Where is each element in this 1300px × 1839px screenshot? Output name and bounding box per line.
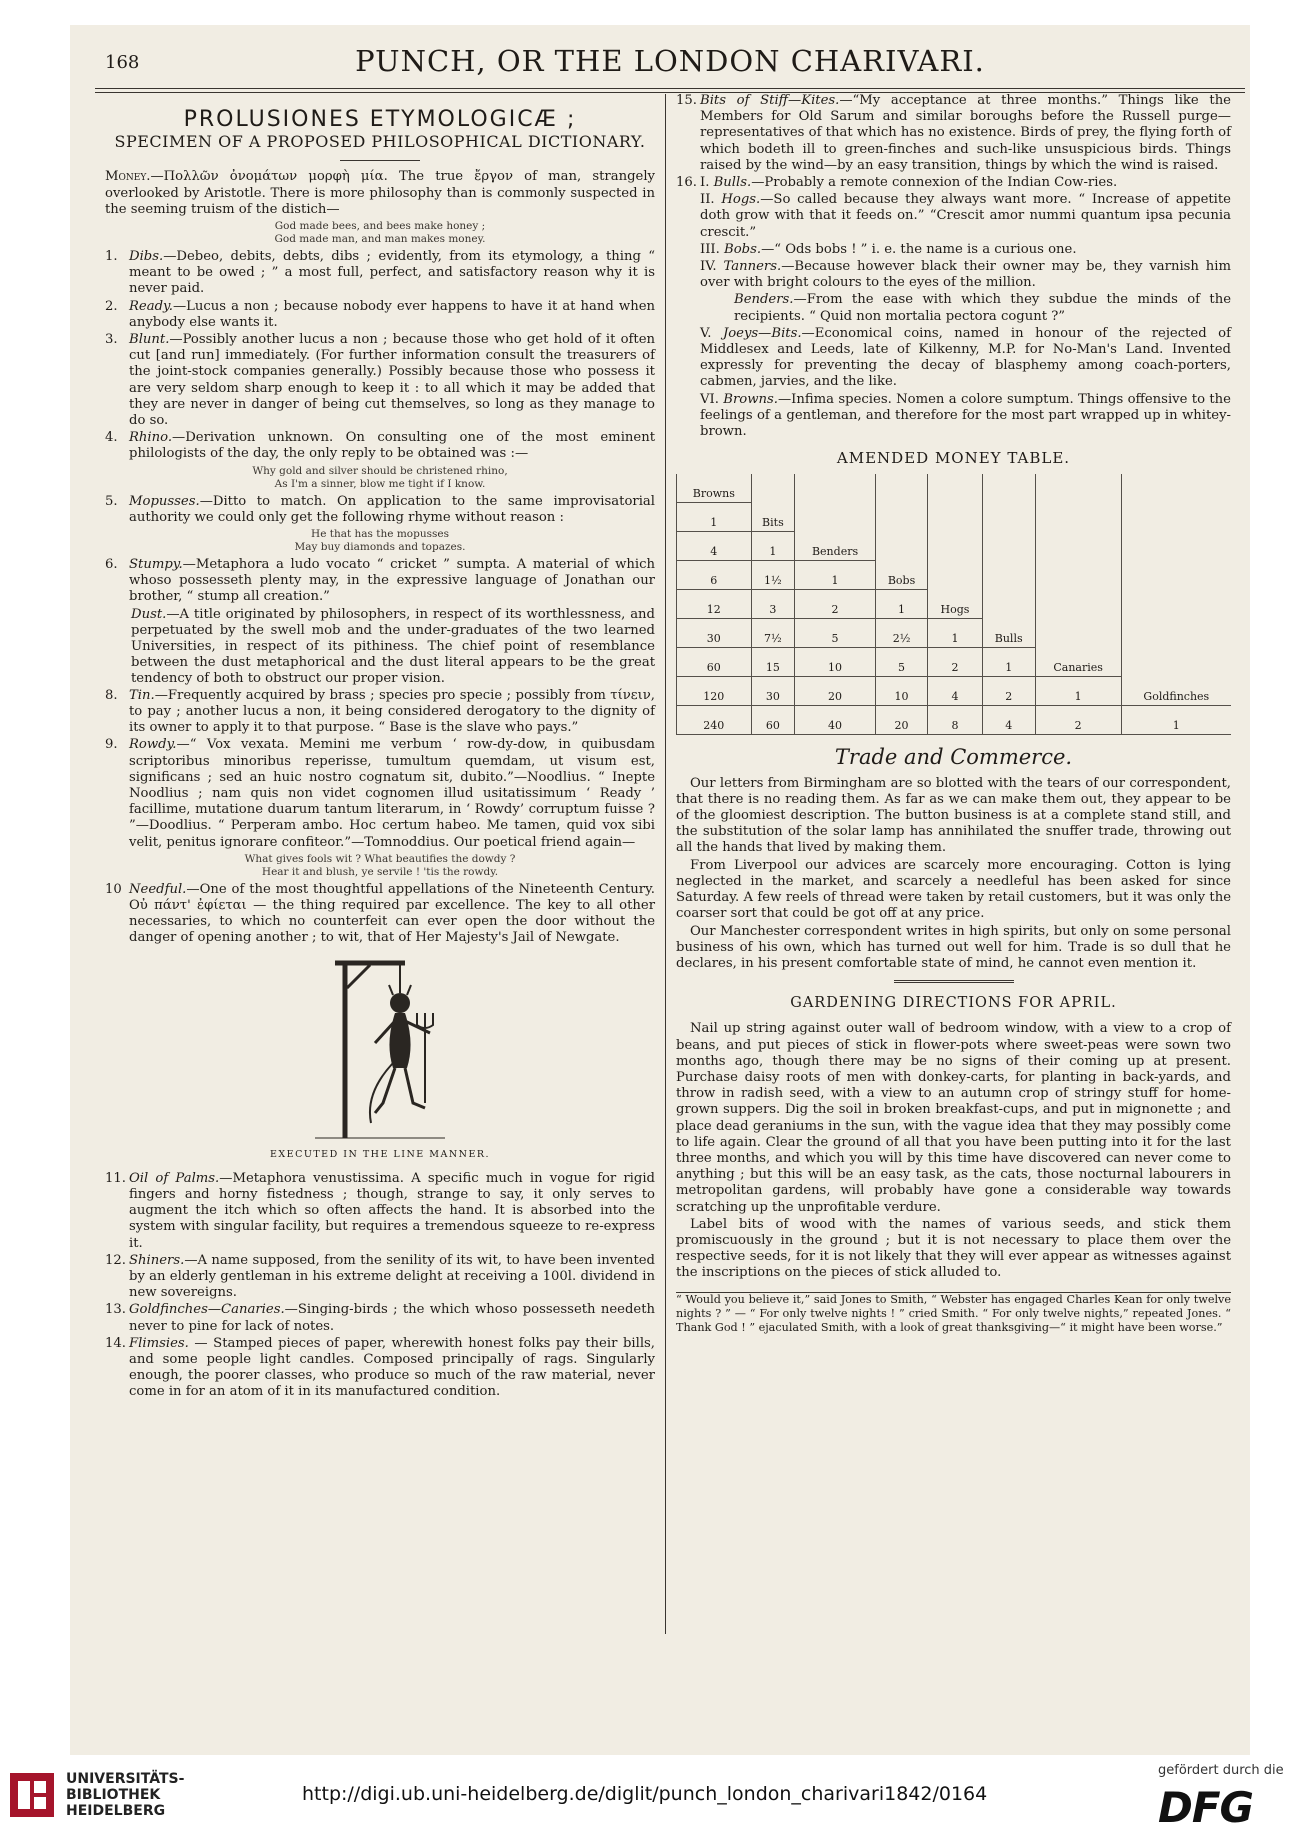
entry-text: —Possibly another lucus a non ; because those who get hold of it often cut [and run] immediately. (For further information consult the treasurers of the joint-stock companies generally.) Possibly because those who possess it are very seldom sharp enough to keep it : to all which it may be added that they are never in danger of being cut themselves, so long as they manage to do so. [129,332,655,429]
entry-shiners [105,1253,655,1302]
table-cell: 20 [795,677,876,706]
entry-number: 15. [676,93,697,108]
entry-number: 6. [105,557,118,573]
left-column [105,107,655,1402]
dfg-logo: DFG [1158,1783,1254,1832]
entry-number: 3. [105,332,118,348]
entry-term: Shiners. [129,1252,185,1268]
table-cell: 1½ [751,561,795,590]
source-url-link[interactable]: http://digi.ub.uni-heidelberg.de/diglit/punch_london_charivari1842/0164 [302,1783,988,1805]
table-cell [795,474,876,503]
table-cell [795,503,876,532]
table-cell [1121,590,1231,619]
table-cell [1035,503,1121,532]
entry-term: Dibs. [129,249,164,265]
verse-line: As I'm a sinner, blow me tight if I know. [274,477,486,490]
roman-numeral: I. [700,175,710,191]
table-cell [928,561,983,590]
trade-section-title: Trade and Commerce. [834,745,1073,770]
trade-paragraph: From Liverpool our advices are scarcely more encouraging. Cotton is lying neglected in the market, and scarcely a needleful has been asked for since Saturday. A few reels of thread were taken by retail customers, but it was only the coarser sort that could be got off at any price. [676,857,1231,922]
header-rule [95,88,1245,89]
table-cell [928,532,983,561]
entry-rowdy [105,737,655,850]
funding-label: gefördert durch die [1158,1763,1284,1778]
entry-term: Stumpy. [129,557,183,573]
entry-hogs [676,192,1231,241]
table-cell: 60 [751,706,795,735]
entry-text: —Infima species. Nomen a colore sumptum. Things offensive to the feelings of a gentleman, and therefore for the most part wrapped up in whitey-brown. [700,391,1231,440]
entry-text: —Economical coins, named in honour of the rejected of Middlesex and Leeds, late of Kilkenny, M.P. for No-Man's Land. Invented expressly for preventing the decay of blasphemy among coach-porters, cabmen, jarvies, and the like. [700,325,1231,390]
entry-term: Tanners. [723,259,782,275]
table-cell: 240 [677,706,752,735]
gardening-paragraph: Nail up string against outer wall of bedroom window, with a view to a crop of beans, and put pieces of stick in flower-pots where sweet-peas were sown two months ago, though there may be no signs of their coming up at present. Purchase daisy roots of men with donkey-carts, for planting in back-yards, and throw in radish seed, with a view to an autumn crop of stringy stuff for home-grown suppers. Dig the soil in broken breakfast-cups, and put in mignonette ; and place dead geraniums in the sun, with the vague idea that they may possibly come to life again. Clear the ground of all that you have been putting into it for the last three months, and which you will by this time have discovered can never come to anything ; but this will be an easy task, as the cats, those nocturnal labourers in metropolitan gardens, will probably have gone a considerable way towards scratching up the unprofitable verdure. [676,1021,1231,1215]
gardening-section-title: GARDENING DIRECTIONS FOR APRIL. [790,995,1117,1012]
library-logo-icon [10,1773,54,1817]
entry-term: Ready. [129,298,173,314]
entry-term: Needful. [129,881,187,897]
entry-number: 4. [105,430,118,446]
entry-number: 1. [105,249,118,265]
table-cell: 1 [1035,677,1121,706]
table-cell [1035,474,1121,503]
entry-text: —Metaphora a ludo vocato “ cricket ” sumpta. A material of which whoso possesseth plenty may, in the expressive language of Jonathan our brother, “ stump all creation.” [129,557,655,605]
table-cell [1121,648,1231,677]
entry-term: Dust. [131,606,167,622]
table-cell [1121,619,1231,648]
table-cell: 5 [875,648,927,677]
mopusses-verse [105,528,655,554]
table-cell: 4 [677,532,752,561]
entry-joeys [676,326,1231,391]
table-cell [875,532,927,561]
trade-paragraph: Our letters from Birmingham are so blotted with the tears of our correspondent, that there is no reading them. As far as we can make them out, they appear to be of the gloomiest description. The button business is at a complete stand still, and the substitution of the solar lamp has annihilated the snuffer trade, throwing out all the hands that lived by making them. [676,775,1231,856]
table-cell: 1 [1121,706,1231,735]
library-name-line: BIBLIOTHEK [66,1787,161,1803]
entry-flimsies [105,1336,655,1401]
table-cell: Browns [677,474,752,503]
table-row [677,532,1232,561]
short-rule [340,160,420,161]
entry-number: 9. [105,737,118,753]
table-cell [982,532,1035,561]
entry-needful [105,882,655,947]
table-cell: 1 [751,532,795,561]
devil-tail [370,1063,393,1123]
table-cell [982,561,1035,590]
entry-text: —Frequently acquired by brass ; species pro specie ; possibly from τίνειν, to pay ; another lucus a non, it being considered derogatory to the dignity of its owner to apply it to that purpose. “ Base is the slave who pays.” [129,687,655,736]
table-cell: 15 [751,648,795,677]
page-title: PUNCH, OR THE LONDON CHARIVARI. [355,44,985,78]
table-cell: 60 [677,648,752,677]
entry-goldfinches [105,1302,655,1334]
entry-oil-of-palms [105,1171,655,1252]
entry-tanners [676,259,1231,291]
table-cell [982,503,1035,532]
rhino-verse [105,465,655,491]
money-text: —Πολλῶν ὀνομάτων μορφὴ μία. The true ἔργον of man, strangely overlooked by Aristotle. There is more philosophy than is commonly suspected in the seeming truism of the distich— [105,169,655,217]
entry-browns [676,392,1231,441]
table-cell: Bulls [982,619,1035,648]
table-cell [1035,561,1121,590]
table-row [677,648,1232,677]
entry-text: —Because however black their owner may be, they varnish him over with bright colours to the eyes of the million. [700,259,1231,291]
page-number: 168 [105,52,140,73]
table-cell [751,474,795,503]
verse-line: God made man, and man makes money. [274,233,486,246]
entry-bobs [676,242,1231,258]
entry-blunt [105,332,655,429]
money-paragraph [105,169,655,218]
entry-number: 2. [105,298,118,314]
illustration-caption: EXECUTED IN THE LINE MANNER. [269,1148,491,1160]
verse-line: God made bees, and bees make honey ; [274,220,486,233]
table-cell: Bits [751,503,795,532]
table-cell [1121,474,1231,503]
library-name-line: HEIDELBERG [66,1803,166,1819]
entry-term: Bobs. [724,241,762,257]
money-table-title: AMENDED MONEY TABLE. [836,449,1071,468]
table-cell: 10 [875,677,927,706]
entry-text: —Ditto to match. On application to the same improvisatorial authority we could only get the following rhyme without reason : [129,493,655,525]
roman-numeral: VI. [700,391,719,407]
entry-term: Benders. [734,292,794,308]
entry-text: —Lucus a non ; because nobody ever happens to have it at hand when anybody else wants it. [129,298,655,330]
entry-term: Mopusses. [129,493,200,509]
table-cell: 10 [795,648,876,677]
money-table [676,474,1231,735]
table-cell: 2 [928,648,983,677]
entry-number: 14. [105,1335,126,1351]
table-cell: 120 [677,677,752,706]
table-cell: 1 [795,561,876,590]
entry-number: 16. [676,175,697,191]
rowdy-verse [105,853,655,879]
entry-number: 13. [105,1302,126,1318]
entry-bulls [676,175,1231,191]
table-cell: 4 [982,706,1035,735]
table-cell: 2 [1035,706,1121,735]
entry-term: Oil of Palms. [129,1170,220,1186]
table-cell [1035,590,1121,619]
table-cell: 20 [875,706,927,735]
gallows-devil-illustration [305,953,455,1143]
table-cell [875,503,927,532]
entry-stumpy [105,557,655,606]
footer-bar [0,1755,1300,1839]
entry-text: —From the ease with which they subdue the minds of the recipients. “ Quid non mortalia pectora cogunt ?” [734,292,1231,324]
table-cell [1121,561,1231,590]
entry-term: Flimsies. [129,1335,189,1351]
table-row [677,590,1232,619]
column-divider [665,94,666,1634]
table-row [677,474,1232,503]
table-row [677,677,1232,706]
entry-term: Bulls. [713,175,752,191]
table-cell: 7½ [751,619,795,648]
entry-term: Goldfinches—Canaries. [129,1302,285,1318]
table-cell [928,474,983,503]
money-term: Money. [105,169,151,185]
gardening-paragraph: Label bits of wood with the names of various seeds, and stick them promiscuously in the ground ; but it is not necessary to place them over the respective seeds, for it is not likely that they will ever appear as witnesses against the inscriptions on the pieces of stick alluded to. [676,1216,1231,1281]
verse-line: What gives fools wit ? What beautifies the dowdy ? [244,852,516,865]
verse-line: He that has the mopusses [311,528,449,541]
entry-text: —“ Vox vexata. Memini me verbum ‘ row-dy-dow, in quibusdam scriptoribus minoribus reperisse, tumultum quemdam, ut visum est, significans ; sed an huic nostro cognatum sit, dubito.”—Noodlius. “ Inepte Noodlius ; nam quis non videt cognomen illud usitatissimum ‘ Ready ’ facillime, mutatione duarum tantum literarum, in ‘ Rowdy’ corruptum fuisse ? ”—Doodlius. “ Perperam ambo. Hoc certum habeo. Me tamen, quid vox sibi velit, penitus ignorare confiteor.”—Tomnoddius. Our poetical friend again— [129,737,655,850]
entry-term: Rowdy. [129,737,177,753]
table-cell: 30 [677,619,752,648]
entry-text: —Debeo, debits, debts, dibs ; evidently, from its etymology, a thing “ meant to be owed ; ” a most full, perfect, and satisfactory reason why it is never paid. [129,249,655,297]
entry-term: Hogs. [721,192,761,208]
table-cell: Benders [795,532,876,561]
entry-text: —“My acceptance at three months.” Things like the Members for Old Sarum and similar boroughs before the Russell purge—representatives of that which has no existence. Birds of prey, the flying forth of which bodeth ill to green-finches and such-like unsuspicious birds. Things raised by the wind—by an easy transition, things by which the wind is raised. [700,93,1231,173]
table-cell: 8 [928,706,983,735]
table-cell: Bobs [875,561,927,590]
entry-text: —Derivation unknown. On consulting one of the most eminent philologists of the day, the only reply to be obtained was :— [129,430,655,462]
table-cell: 1 [928,619,983,648]
table-cell: 1 [875,590,927,619]
table-cell [1121,503,1231,532]
entry-number: 5. [105,493,118,509]
table-cell: 4 [928,677,983,706]
table-cell: Hogs [928,590,983,619]
section-title-prolusiones: PROLUSIONES ETYMOLOGICÆ ; [183,107,577,132]
entry-text: —Singing-birds ; the which whoso possesseth needeth never to pine for lack of notes. [129,1302,655,1334]
anecdote: “ Would you believe it,” said Jones to Smith, “ Webster has engaged Charles Kean for only twelve nights ? ” — “ For only twelve nights ! ” cried Smith. “ For only twelve nights,” repeated Jones. “ Thank God ! ” ejaculated Smith, with a look of great thanksgiving—“ it might have been worse.” [676,1292,1231,1334]
table-cell [928,503,983,532]
table-cell [982,590,1035,619]
entry-text: —Metaphora venustissima. A specific much in vogue for rigid fingers and horny fistedness ; though, strange to say, it only serves to augment the itch which so often affects the hand. It is absorbed into the system with singular facility, but requires a tremendous squeeze to re-express it. [129,1170,655,1251]
table-row [677,706,1232,735]
trident [417,1013,433,1103]
entry-term: Rhino. [129,430,173,446]
page-header [95,42,1245,88]
entry-text: —“ Ods bobs ! ” i. e. the name is a curious one. [761,241,1077,257]
table-cell [1035,619,1121,648]
entry-bits-of-stiff [676,93,1231,174]
entry-term: Tin. [129,687,155,703]
roman-numeral: IV. [700,259,717,275]
table-cell: 2 [982,677,1035,706]
devil-head [390,993,410,1013]
entry-ready [105,299,655,331]
table-row [677,503,1232,532]
table-cell: 3 [751,590,795,619]
table-cell [982,474,1035,503]
entry-dust [131,607,655,688]
table-row [677,561,1232,590]
table-cell [1035,532,1121,561]
library-name-line: UNIVERSITÄTS- [66,1771,185,1787]
trade-paragraph: Our Manchester correspondent writes in high spirits, but only on some personal business of his own, which has turned out well for him. Trade is so dull that he declares, in his present comfortable state of mind, he cannot even mention it. [676,923,1231,971]
money-verse [105,220,655,246]
entry-tin [105,688,655,737]
entry-text: —One of the most thoughtful appellations of the Nineteenth Century. Οὐ πάντ' ἐφίεται — the thing required par excellence. The key to all other necessaries, to which no counterfeit can ever open the door without the danger of opening another ; to wit, that of Her Majesty's Jail of Newgate. [129,881,655,946]
entry-text: —A name supposed, from the senility of its wit, to have been invented by an elderly gentleman in his extreme delight at receiving a 100l. dividend in new sovereigns. [129,1252,655,1301]
roman-numeral: III. [700,241,720,257]
table-cell: Canaries [1035,648,1121,677]
entry-number: 12. [105,1252,126,1268]
entry-term: Bits of Stiff—Kites. [700,93,840,108]
right-column [676,93,1231,1336]
entry-term: Browns. [723,391,778,407]
roman-numeral: V. [700,325,712,341]
section-subtitle: SPECIMEN OF A PROPOSED PHILOSOPHICAL DICTIONARY. [114,132,646,152]
verse-line: Why gold and silver should be christened rhino, [252,464,508,477]
table-cell: 40 [795,706,876,735]
roman-numeral: II. [700,192,715,208]
section-divider [894,980,1014,983]
entry-number: 8. [105,687,118,703]
table-cell: 2 [795,590,876,619]
table-cell: 1 [677,503,752,532]
entry-text: —So called because they always want more. “ Increase of appetite doth grow with that it feeds on.” “Crescit amor nummi quantum ipsa pecunia crescit.” [700,192,1231,240]
entry-text: —Probably a remote connexion of the Indian Cow-ries. [751,175,1118,191]
entry-term: Blunt. [129,332,170,348]
verse-line: Hear it and blush, ye servile ! 'tis the rowdy. [261,865,499,878]
entry-dibs [105,249,655,298]
table-cell: 1 [982,648,1035,677]
entry-text: —A title originated by philosophers, in respect of its worthlessness, and perpetuated by the swell mob and the under-graduates of the two learned Universities, in respect of its pithiness. The chief point of resemblance between the dust metaphorical and the dust literal appears to be the great tendency of both to obstruct our proper vision. [131,606,655,687]
entry-number: 10 [105,881,122,897]
verse-line: May buy diamonds and topazes. [294,541,466,554]
table-cell [875,474,927,503]
entry-term: Joeys—Bits. [722,325,802,341]
entry-number: 11. [105,1170,126,1186]
table-row [677,619,1232,648]
table-cell: 2½ [875,619,927,648]
entry-rhino [105,430,655,462]
entry-text: — Stamped pieces of paper, wherewith honest folks pay their bills, and some people light candles. Composed principally of rags. Singularly enough, the poorer classes, who produce so much of the raw material, never come in for an atom of it in its manufactured condition. [129,1335,655,1400]
table-cell: Goldfinches [1121,677,1231,706]
table-cell: 5 [795,619,876,648]
library-name [66,1771,184,1819]
table-cell [1121,532,1231,561]
table-cell: 12 [677,590,752,619]
gallows-brace [347,965,370,988]
table-cell: 30 [751,677,795,706]
table-cell: 6 [677,561,752,590]
entry-mopusses [105,494,655,526]
entry-benders [676,292,1231,324]
